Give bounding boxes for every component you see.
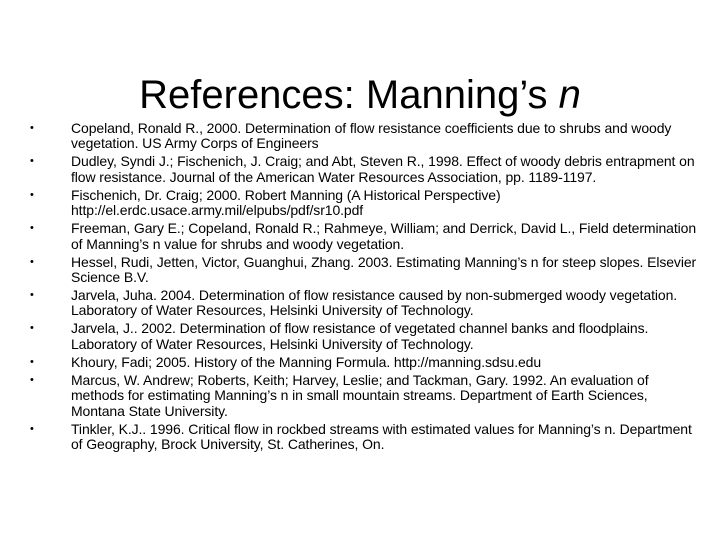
reference-text: Hessel, Rudi, Jetten, Victor, Guanghui, Zhang. 2003. Estimating Manning’s n for steep slopes. Elsevier Science B.V. [71,253,697,286]
reference-text: Fischenich, Dr. Craig; 2000. Robert Manning (A Historical Perspective) http://el.erdc.usace.army.mil/elpubs/pdf/sr10.pdf [71,186,501,219]
reference-item [22,255,698,286]
reference-item [22,288,698,319]
reference-item [22,422,698,453]
reference-text: Tinkler, K.J.. 1996. Critical flow in rockbed streams with estimated values for Manning’s n. Department of Geography, Brock University, St. Catherines, On. [71,420,692,453]
bullet-icon: • [30,255,34,268]
bullet-icon: • [30,122,34,134]
bullet-icon: • [30,222,34,235]
bullet-icon: • [30,289,34,302]
reference-text: Jarvela, Juha. 2004. Determination of flow resistance caused by non-submerged woody vegetation. Laboratory of Water Resources, Helsinki University of Technology. [71,287,678,319]
slide-title-text: References: Manning’s [139,72,559,117]
reference-item [22,221,698,252]
reference-item [22,321,698,352]
reference-item [22,121,698,152]
reference-text: Dudley, Syndi J.; Fischenich, J. Craig; and Abt, Steven R., 1998. Effect of woody debris entrapment on flow resistance. Journal of the American Water Resources Association, pp. 1189-1197. [71,153,695,185]
reference-text: Freeman, Gary E.; Copeland, Ronald R.; Rahmeye, William; and Derrick, David L., Field determination of Manning’s n value for shrubs and woody vegetation. [71,220,697,252]
bullet-icon: • [30,322,34,335]
bullet-icon: • [30,188,34,201]
reference-text: Copeland, Ronald R., 2000. Determination of flow resistance coefficients due to shrubs and woody vegetation. US Army Corps of Engineers [71,120,672,152]
reference-item [22,154,698,185]
bullet-icon: • [30,373,34,386]
reference-item [22,188,698,219]
slide-title [0,71,720,119]
reference-text: Jarvela, J.. 2002. Determination of flow resistance of vegetated channel banks and floodplains. Laboratory of Water Resources, Helsinki University of Technology. [71,320,649,352]
bullet-icon: • [30,355,34,368]
reference-list [22,121,698,455]
bullet-icon: • [30,422,34,435]
slide-title-italic: n [558,72,581,117]
reference-text: Marcus, W. Andrew; Roberts, Keith; Harvey, Leslie; and Tackman, Gary. 1992. An evaluation of methods for estimating Manning’s n in small mountain streams. Department of Earth Sciences, Montana State University. [71,371,649,419]
bullet-icon: • [30,155,34,168]
reference-item [22,373,698,419]
reference-item [22,355,698,370]
reference-text: Khoury, Fadi; 2005. History of the Manning Formula. http://manning.sdsu.edu [71,353,542,370]
